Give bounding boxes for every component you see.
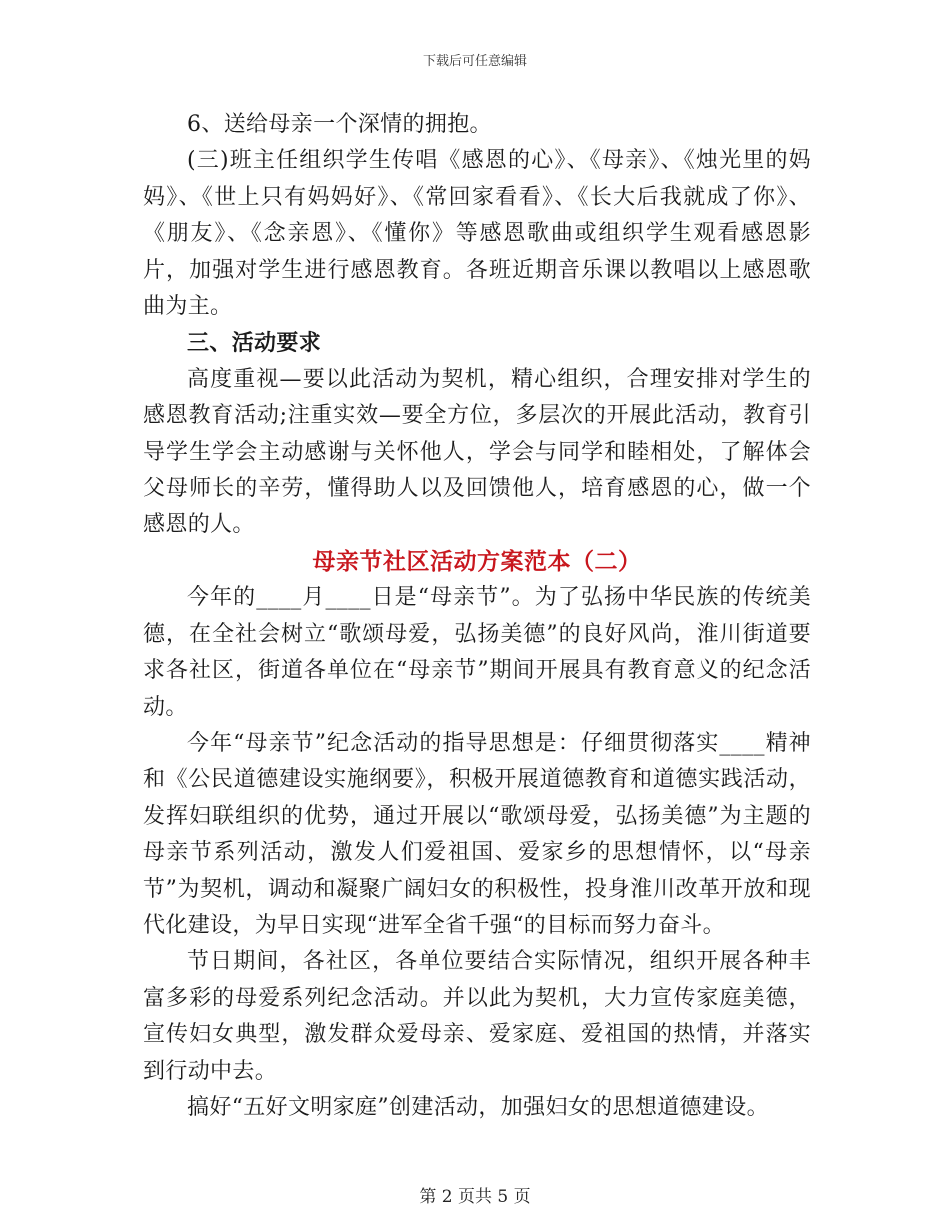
heading-activity-requirements: 三、活动要求: [187, 330, 322, 357]
document-body: [143, 107, 811, 1126]
page-header-note: 下载后可任意编辑: [422, 54, 527, 69]
paragraph-intro: 今年的____月____日是“母亲节”。为了弘扬中华民族的传统美德，在全社会树立“歌颂母爱，弘扬美德”的良好风尚，淮川街道要求各社区，街道各单位在“母亲节”期间开展具有教育意义的纪念活动。: [143, 585, 811, 720]
page-number: 第 2 页共 5 页: [419, 1187, 531, 1207]
paragraph-holiday-activities: 节日期间，各社区，各单位要结合实际情况，组织开展各种丰富多彩的母爱系列纪念活动。并以此为契机，大力宣传家庭美德，宣传妇女典型，激发群众爱母亲、爱家庭、爱祖国的热情，并落实到行动中去。: [143, 949, 811, 1084]
paragraph-guiding-idea: 今年“母亲节”纪念活动的指导思想是：仔细贯彻落实____精神和《公民道德建设实施纲要》，积极开展道德教育和道德实践活动，发挥妇联组织的优势，通过开展以“歌颂母爱，弘扬美德”为主题的母亲节系列活动，激发人们爱祖国、爱家乡的思想情怀，以“母亲节”为契机，调动和凝聚广阔妇女的积极性，投身淮川改革开放和现代化建设，为早日实现“进军全省千强“的目标而努力奋斗。: [143, 730, 811, 938]
section-title: 母亲节社区活动方案范本（二）: [312, 547, 642, 575]
paragraph-five-good-families: 搞好“五好文明家庭”创建活动，加强妇女的思想道德建设。: [187, 1094, 769, 1120]
paragraph-requirements: 高度重视—要以此活动为契机，精心组织，合理安排对学生的感恩教育活动;注重实效—要全方位，多层次的开展此活动，教育引导学生学会主动感谢与关怀他人，学会与同学和睦相处，了解体会父母师长的辛劳，懂得助人以及回馈他人，培育感恩的心，做一个感恩的人。: [143, 366, 811, 538]
paragraph-songs: (三)班主任组织学生传唱《感恩的心》、《母亲》、《烛光里的妈妈》、《世上只有妈妈好》、《常回家看看》、《长大后我就成了你》、《朋友》、《念亲恩》、《懂你》等感恩歌曲或组织学生观看感恩影片，加强对学生进行感恩教育。各班近期音乐课以教唱以上感恩歌曲为主。: [143, 148, 811, 320]
paragraph-item-6: 6、送给母亲一个深情的拥抱。: [187, 112, 492, 137]
